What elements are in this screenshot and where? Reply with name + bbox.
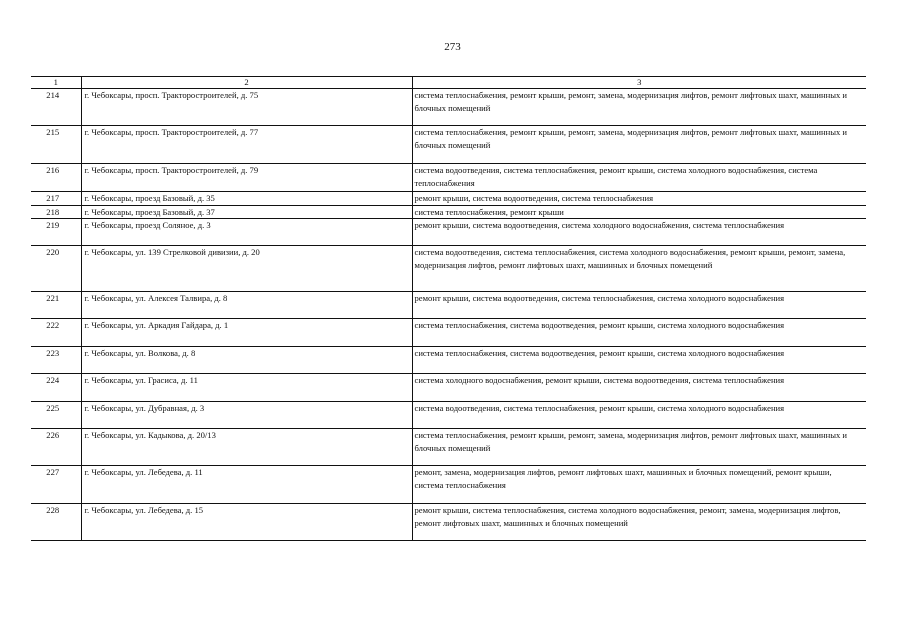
row-number: 227 (31, 466, 81, 504)
row-address: г. Чебоксары, проезд Базовый, д. 35 (81, 192, 412, 206)
row-number: 215 (31, 126, 81, 164)
table-row (31, 347, 866, 374)
row-address: г. Чебоксары, ул. Дубравная, д. 3 (81, 402, 412, 429)
row-address: г. Чебоксары, проезд Базовый, д. 37 (81, 205, 412, 219)
row-address: г. Чебоксары, просп. Тракторостроителей, д. 79 (81, 164, 412, 192)
row-number: 217 (31, 192, 81, 206)
row-works: система теплоснабжения, система водоотведения, ремонт крыши, система холодного водоснабжения (412, 347, 866, 374)
row-number: 219 (31, 219, 81, 246)
row-address: г. Чебоксары, ул. Кадыкова, д. 20/13 (81, 429, 412, 466)
row-address: г. Чебоксары, ул. 139 Стрелковой дивизии, д. 20 (81, 246, 412, 292)
row-works: система водоотведения, система теплоснабжения, система холодного водоснабжения, ремонт крыши, ремонт, замена, модернизация лифтов, ремонт лифтовых шахт, машинных и блочных помещений (412, 246, 866, 292)
table-row (31, 319, 866, 347)
table-row (31, 219, 866, 246)
row-works: ремонт крыши, система теплоснабжения, система холодного водоснабжения, ремонт, замена, модернизация лифтов, ремонт лифтовых шахт, машинных и блочных помещений (412, 504, 866, 541)
row-works: система теплоснабжения, ремонт крыши, ремонт, замена, модернизация лифтов, ремонт лифтовых шахт, машинных и блочных помещений (412, 429, 866, 466)
table-row (31, 504, 866, 541)
row-works: система холодного водоснабжения, ремонт крыши, система водоотведения, система теплоснабжения (412, 374, 866, 402)
row-address: г. Чебоксары, ул. Алексея Талвира, д. 8 (81, 292, 412, 319)
row-number: 224 (31, 374, 81, 402)
table-row (31, 164, 866, 192)
row-address: г. Чебоксары, ул. Аркадия Гайдара, д. 1 (81, 319, 412, 347)
row-works: ремонт, замена, модернизация лифтов, ремонт лифтовых шахт, машинных и блочных помещений, ремонт крыши, система теплоснабжения (412, 466, 866, 504)
row-address: г. Чебоксары, проезд Соляное, д. 3 (81, 219, 412, 246)
table-row (31, 429, 866, 466)
row-number: 223 (31, 347, 81, 374)
row-address: г. Чебоксары, ул. Грасиса, д. 11 (81, 374, 412, 402)
row-number: 221 (31, 292, 81, 319)
row-address: г. Чебоксары, ул. Волкова, д. 8 (81, 347, 412, 374)
row-works: ремонт крыши, система водоотведения, система теплоснабжения (412, 192, 866, 206)
row-works: система водоотведения, система теплоснабжения, ремонт крыши, система холодного водоснабжения, система теплоснабжения (412, 164, 866, 192)
row-number: 220 (31, 246, 81, 292)
row-address: г. Чебоксары, ул. Лебедева, д. 11 (81, 466, 412, 504)
row-number: 225 (31, 402, 81, 429)
table-row (31, 126, 866, 164)
row-address: г. Чебоксары, просп. Тракторостроителей, д. 77 (81, 126, 412, 164)
table-row (31, 466, 866, 504)
header-row (31, 77, 866, 89)
row-number: 214 (31, 89, 81, 126)
row-number: 218 (31, 205, 81, 219)
table-row (31, 192, 866, 206)
row-number: 222 (31, 319, 81, 347)
row-works: система теплоснабжения, ремонт крыши (412, 205, 866, 219)
row-address: г. Чебоксары, просп. Тракторостроителей, д. 75 (81, 89, 412, 126)
column-header-1: 1 (31, 77, 81, 89)
row-number: 226 (31, 429, 81, 466)
table-row (31, 402, 866, 429)
column-header-2: 2 (81, 77, 412, 89)
column-header-3: 3 (412, 77, 866, 89)
housing-repair-table (31, 76, 866, 541)
row-works: система теплоснабжения, ремонт крыши, ремонт, замена, модернизация лифтов, ремонт лифтовых шахт, машинных и блочных помещений (412, 89, 866, 126)
row-address: г. Чебоксары, ул. Лебедева, д. 15 (81, 504, 412, 541)
row-number: 228 (31, 504, 81, 541)
row-works: система теплоснабжения, система водоотведения, ремонт крыши, система холодного водоснабжения (412, 319, 866, 347)
row-works: ремонт крыши, система водоотведения, система холодного водоснабжения, система теплоснабжения (412, 219, 866, 246)
row-number: 216 (31, 164, 81, 192)
row-works: ремонт крыши, система водоотведения, система теплоснабжения, система холодного водоснабжения (412, 292, 866, 319)
table-row (31, 89, 866, 126)
row-works: система водоотведения, система теплоснабжения, ремонт крыши, система холодного водоснабжения (412, 402, 866, 429)
table-row (31, 246, 866, 292)
table-row (31, 374, 866, 402)
table-row (31, 205, 866, 219)
page-number: 273 (444, 41, 461, 53)
row-works: система теплоснабжения, ремонт крыши, ремонт, замена, модернизация лифтов, ремонт лифтовых шахт, машинных и блочных помещений (412, 126, 866, 164)
table-row (31, 292, 866, 319)
